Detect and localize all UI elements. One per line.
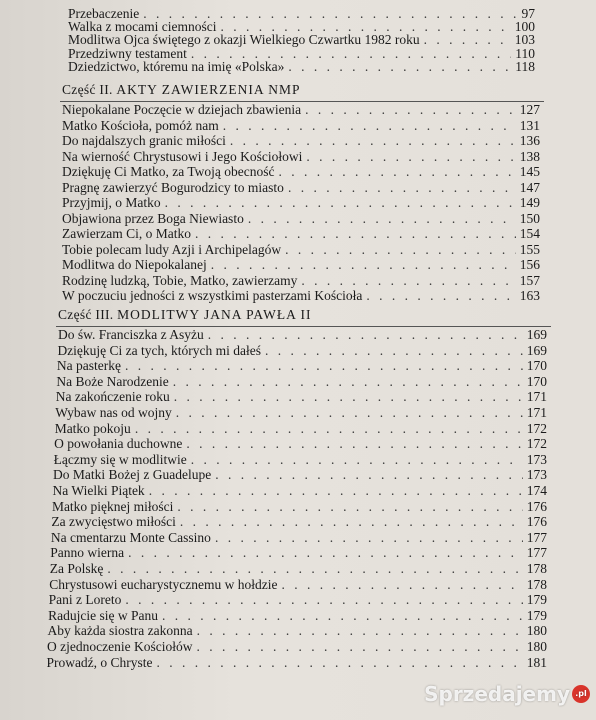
toc-entry — [49, 577, 547, 593]
toc-entry-title: Do najdalszych granic miłości — [62, 133, 226, 148]
toc-entry-title: Za Polskę — [49, 561, 104, 576]
toc-leader-dots — [180, 514, 523, 530]
toc-entry — [62, 273, 540, 289]
toc-leader-dots — [288, 180, 516, 196]
toc-leader-dots — [186, 436, 522, 452]
toc-leader-dots — [215, 467, 522, 483]
toc-entry — [54, 436, 547, 452]
toc-entry-page: 170 — [526, 373, 547, 389]
toc-entry-page: 173 — [526, 467, 547, 483]
toc-entry-title: Do Matki Bożej z Guadelupe — [53, 467, 212, 483]
toc-leader-dots — [125, 592, 522, 608]
toc-entry-page: 149 — [519, 195, 540, 210]
toc-entry-title: O powołania duchowne — [54, 436, 183, 452]
toc-entry-title: Na pasterkę — [56, 358, 121, 374]
section-header — [58, 307, 311, 323]
toc-entry-title: W poczuciu jedności z wszystkimi pasterzami Kościoła — [62, 288, 363, 303]
toc-entry — [62, 242, 540, 258]
toc-entry-title: Do św. Franciszka z Asyżu — [58, 327, 204, 342]
watermark-text: Sprzedajemy — [424, 682, 570, 706]
toc-entry-page: 163 — [519, 288, 540, 303]
toc-entry-page: 177 — [526, 545, 547, 561]
toc-entry-page: 176 — [526, 514, 547, 530]
toc-entry — [54, 452, 547, 468]
toc-leader-dots — [149, 483, 523, 499]
toc-entry — [47, 639, 547, 655]
toc-entry-title: Objawiona przez Boga Niewiasto — [62, 210, 244, 226]
toc-entry-page: 156 — [519, 257, 540, 272]
toc-entry-title: Dziękuję Ci Matko, za Twoją obecność — [62, 164, 275, 179]
toc-entry-page: 179 — [526, 592, 547, 608]
toc-entry-page: 169 — [526, 327, 547, 342]
toc-entry-page: 155 — [519, 241, 540, 257]
toc-entry-page: 181 — [526, 654, 547, 670]
toc-entry — [62, 195, 540, 211]
toc-entry — [62, 288, 540, 304]
toc-entry — [55, 405, 547, 421]
toc-leader-dots — [366, 288, 515, 304]
toc-entry — [49, 592, 547, 608]
toc-entry — [51, 514, 547, 530]
toc-entry-title: Za zwycięstwo miłości — [51, 514, 176, 530]
toc-entry-page: 178 — [526, 561, 547, 576]
toc-entry-title: Na wierność Chrystusowi i Jego Kościołowi — [62, 148, 303, 164]
toc-entry-page: 173 — [526, 451, 547, 467]
toc-leader-dots — [230, 133, 516, 149]
toc-entry-page: 178 — [526, 576, 547, 592]
toc-entry-page: 110 — [515, 45, 535, 61]
toc-entry-page: 171 — [526, 405, 547, 420]
toc-entry-page: 172 — [526, 436, 547, 452]
toc-entry-page: 127 — [519, 102, 540, 117]
toc-entry-page: 169 — [526, 342, 547, 358]
toc-leader-dots — [285, 242, 516, 258]
toc-entry-page: 145 — [519, 164, 540, 179]
toc-leader-dots — [125, 358, 523, 374]
toc-leader-dots — [282, 577, 523, 593]
section-title: AKTY ZAWIERZENIA NMP — [116, 82, 301, 97]
toc-leader-dots — [157, 655, 523, 671]
toc-entry — [50, 561, 547, 577]
toc-leader-dots — [248, 211, 516, 227]
toc-entry — [51, 530, 547, 546]
toc-entry-page: 174 — [526, 483, 547, 498]
section-prefix: Część III. — [58, 307, 114, 322]
toc-entry-page: 180 — [526, 639, 547, 654]
toc-leader-dots — [288, 59, 511, 75]
toc-entry-title: O zjednoczenie Kościołów — [47, 639, 193, 654]
toc-entry-title: Na cmentarzu Monte Cassino — [50, 529, 211, 545]
toc-leader-dots — [165, 195, 516, 211]
toc-entry-page: 103 — [514, 32, 535, 48]
toc-entry-title: Dziedzictwo, któremu na imię «Polska» — [68, 58, 285, 74]
toc-entry-title: Rodzinę ludzką, Tobie, Matko, zawierzamy — [62, 272, 298, 288]
section-title: MODLITWY JANA PAWŁA II — [117, 307, 312, 322]
toc-entry — [50, 545, 547, 561]
toc-entry-title: Chrystusowi eucharystycznemu w hołdzie — [49, 576, 278, 592]
toc-entry-page: 147 — [519, 179, 540, 195]
toc-entry-title: Pani z Loreto — [48, 592, 122, 608]
toc-leader-dots — [176, 405, 523, 421]
toc-entry — [62, 257, 540, 273]
toc-leader-dots — [211, 257, 516, 273]
toc-entry — [57, 358, 547, 374]
toc-entry — [62, 180, 540, 196]
toc-entry-page: 138 — [519, 148, 540, 164]
toc-entry-title: Modlitwa do Niepokalanej — [62, 257, 207, 272]
toc-entry-page: 154 — [519, 226, 540, 241]
toc-leader-dots — [215, 530, 523, 546]
toc-entry-page: 100 — [514, 19, 535, 35]
watermark-badge: .pl — [572, 685, 590, 703]
toc-entry-page: 97 — [521, 6, 535, 21]
toc-entry — [62, 211, 540, 227]
toc-entry — [58, 327, 547, 343]
toc-entry-page: 180 — [526, 623, 547, 639]
toc-entry-title: Zawierzam Ci, o Matko — [62, 226, 191, 241]
section-header — [62, 82, 301, 98]
toc-entry-page: 136 — [519, 133, 540, 148]
toc-entry-page: 157 — [519, 272, 540, 288]
toc-entry-title: Pragnę zawierzyć Bogurodzicy to miasto — [62, 179, 284, 195]
toc-leader-dots — [265, 343, 523, 359]
section-prefix: Część II. — [62, 82, 113, 97]
toc-entry — [68, 59, 535, 75]
toc-entry-title: Aby każda siostra zakonna — [47, 623, 193, 639]
toc-entry — [62, 226, 540, 242]
toc-entry-page: 150 — [519, 210, 540, 226]
toc-leader-dots — [135, 421, 523, 437]
toc-entry-title: Na Boże Narodzenie — [56, 373, 169, 389]
toc-leader-dots — [173, 374, 523, 390]
watermark — [424, 682, 590, 706]
toc-leader-dots — [305, 102, 516, 118]
toc-leader-dots — [195, 226, 516, 242]
toc-entry-page: 170 — [526, 358, 547, 374]
toc-entry — [56, 374, 547, 390]
toc-entry-title: Na zakończenie roku — [55, 389, 170, 405]
toc-entry — [62, 118, 540, 134]
toc-leader-dots — [208, 327, 523, 343]
toc-entry-title: Panno wierna — [50, 545, 125, 561]
toc-leader-dots — [191, 452, 523, 468]
toc-entry — [56, 389, 547, 405]
toc-entry — [52, 499, 547, 515]
toc-entry-page: 179 — [526, 607, 547, 623]
toc-leader-dots — [174, 389, 523, 405]
toc-entry — [55, 421, 547, 437]
toc-entry-title: Modlitwa Ojca świętego z okazji Wielkiego Czwartku 1982 roku — [68, 32, 420, 48]
toc-entry-title: Matko pokoju — [54, 420, 131, 436]
toc-leader-dots — [223, 118, 516, 134]
toc-entry — [62, 102, 540, 118]
toc-entry — [57, 343, 547, 359]
toc-entry-title: Wybaw nas od wojny — [55, 405, 172, 420]
toc-entry — [46, 655, 547, 671]
toc-entry — [62, 149, 540, 165]
toc-entry-title: Przyjmij, o Matko — [62, 195, 161, 210]
toc-entry-title: Dziękuję Ci za tych, których mi dałeś — [57, 342, 261, 358]
toc-leader-dots — [196, 639, 522, 655]
toc-entry-title: Przebaczenie — [68, 6, 140, 21]
toc-entry — [62, 133, 540, 149]
toc-leader-dots — [197, 623, 523, 639]
toc-entry-page: 118 — [515, 58, 535, 74]
toc-entry-title: Przedziwny testament — [68, 45, 187, 61]
toc-entry-title: Na Wielki Piątek — [52, 483, 145, 498]
toc-entry-page: 172 — [526, 420, 547, 436]
toc-entry-page: 176 — [526, 498, 547, 514]
toc-entry-title: Walka z mocami ciemności — [68, 19, 217, 35]
toc-entry — [53, 467, 547, 483]
toc-entry — [62, 164, 540, 180]
toc-leader-dots — [162, 608, 523, 624]
toc-entry — [48, 608, 547, 624]
toc-leader-dots — [107, 561, 522, 577]
toc-leader-dots — [177, 499, 522, 515]
toc-entry-page: 171 — [526, 389, 547, 405]
toc-entry-page: 177 — [526, 529, 547, 545]
toc-leader-dots — [301, 273, 515, 289]
toc-entry — [53, 483, 548, 499]
toc-leader-dots — [128, 545, 523, 561]
toc-entry-page: 131 — [519, 117, 540, 133]
toc-entry-title: Radujcie się w Panu — [48, 607, 158, 623]
toc-leader-dots — [306, 149, 515, 165]
toc-leader-dots — [279, 164, 516, 180]
toc-entry-title: Matko Kościoła, pomóż nam — [62, 117, 219, 133]
toc-entry-title: Tobie polecam ludy Azji i Archipelagów — [62, 241, 282, 257]
toc-entry-title: Matko pięknej miłości — [51, 498, 174, 514]
toc-entry-title: Prowadź, o Chryste — [46, 654, 153, 670]
toc-entry — [48, 623, 547, 639]
toc-entry-title: Niepokalane Poczęcie w dziejach zbawienia — [62, 102, 302, 117]
toc-entry-title: Łączmy się w modlitwie — [53, 451, 187, 467]
